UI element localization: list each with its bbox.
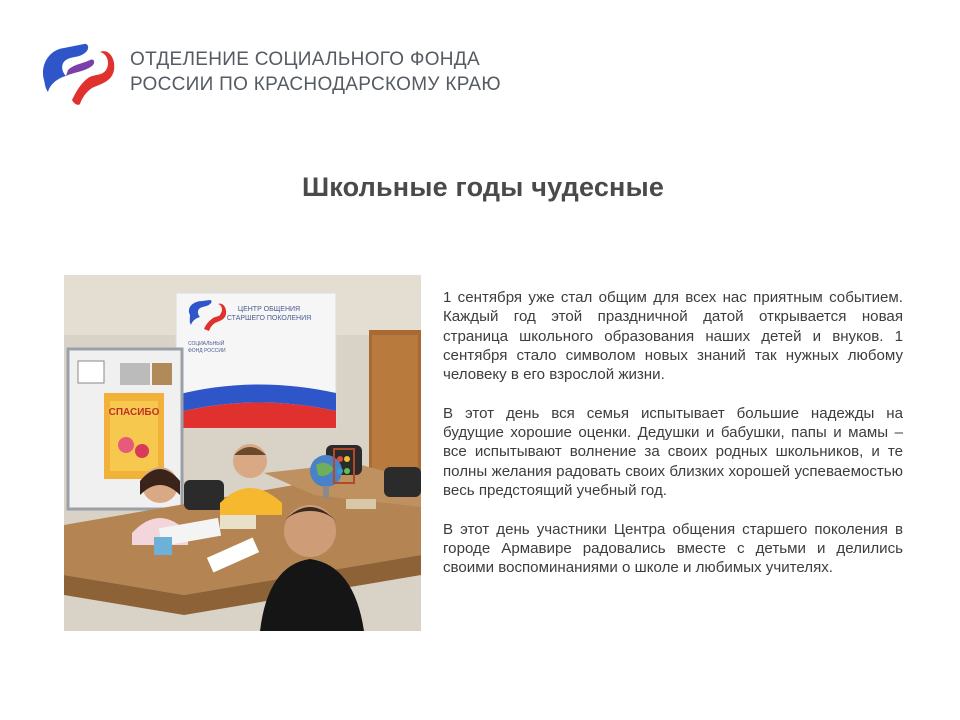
org-name xyxy=(130,47,501,97)
org-name-line2: РОССИИ ПО КРАСНОДАРСКОМУ КРАЮ xyxy=(130,74,501,95)
banner-line1: ЦЕНТР ОБЩЕНИЯ xyxy=(237,306,301,313)
banner-org2: ФОНД РОССИИ xyxy=(188,348,226,354)
article-text xyxy=(443,288,903,597)
article-photo xyxy=(64,275,421,631)
banner-org1: СОЦИАЛЬНЫЙ xyxy=(188,341,225,347)
page-title: Школьные годы чудесные xyxy=(301,172,665,202)
poster-text: СПАСИБО xyxy=(108,407,160,418)
org-name-line1: ОТДЕЛЕНИЕ СОЦИАЛЬНОГО ФОНДА xyxy=(130,49,480,70)
paragraph-3: В этот день участники Центра общения старшего поколения в городе Армавире радовались вместе с детьми и делились своими воспоминаниями о школе и любимых учителях. xyxy=(443,520,903,577)
banner-line2: СТАРШЕГО ПОКОЛЕНИЯ xyxy=(226,315,312,322)
header xyxy=(36,36,501,108)
paragraph-1: 1 сентября уже стал общим для всех нас приятным событием. Каждый год этой праздничной датой открывается новая страница школьного образования наших детей и внуков. 1 сентября стало символом новых знаний так нужных любому человеку в его взрослой жизни. xyxy=(443,289,903,384)
sfr-logo-icon xyxy=(36,36,118,108)
paragraph-2: В этот день вся семья испытывает большие надежды на будущие хорошие оценки. Дедушки и бабушки, папы и мамы – все испытывают волнение за своих родных школьников, и те полны желания радовать своих близких хорошей успеваемостью весь предстоящий учебный год. xyxy=(443,404,903,499)
